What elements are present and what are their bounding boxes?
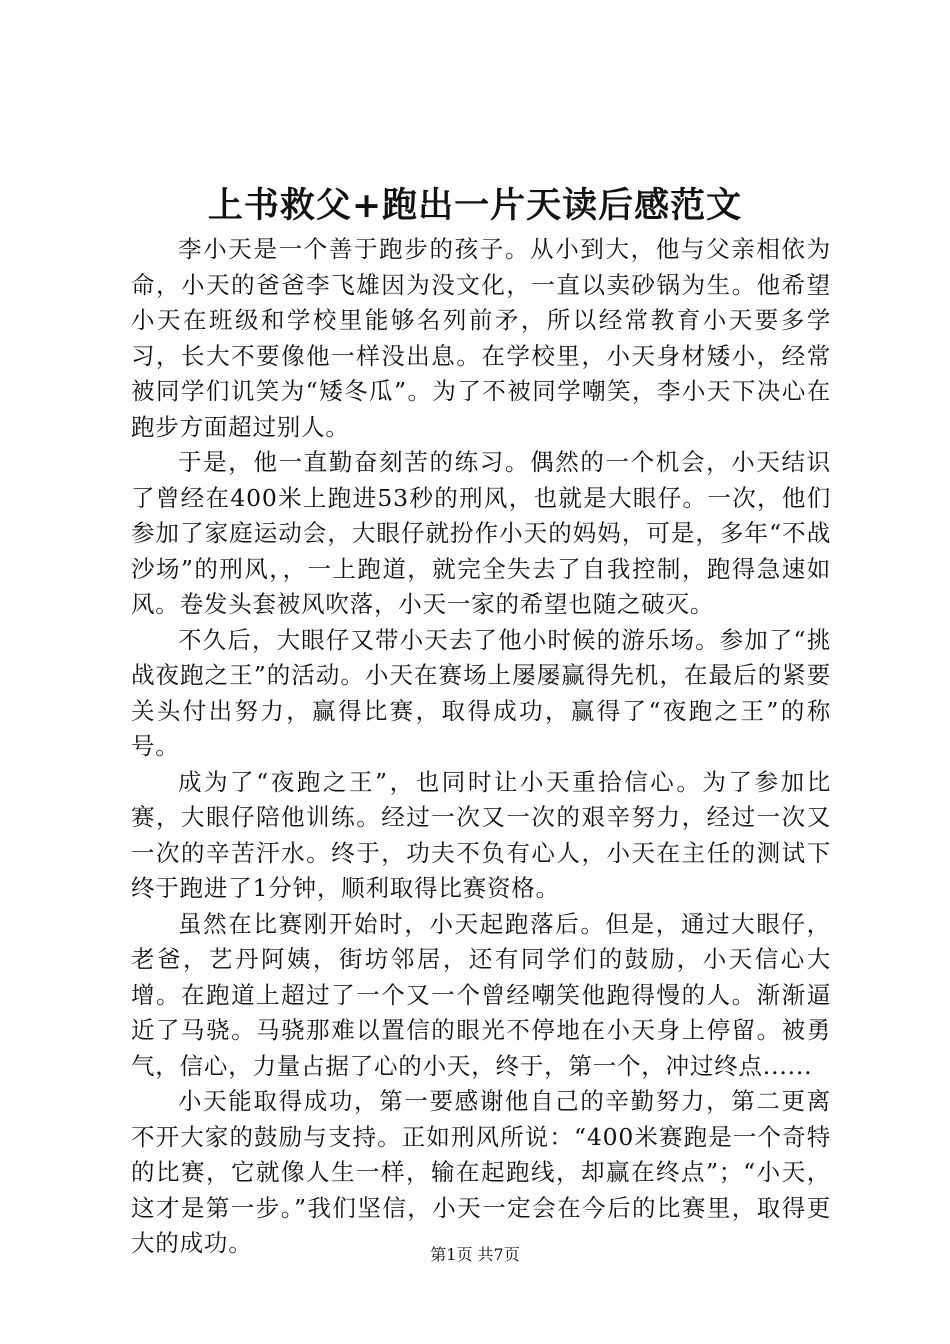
paragraph: 虽然在比赛刚开始时，小天起跑落后。但是，通过大眼仔，老爸，艺丹阿姨，街坊邻居，还有同学们的鼓励，小天信心大增。在跑道上超过了一个又一个曾经嘲笑他跑得慢的人。渐渐逼近了马骁。马骁那难以置信的眼光不停地在小天身上停留。被勇气，信心，力量占据了心的小天，终于，第一个，冲过终点...... <box>131 909 831 1080</box>
paragraph: 不久后，大眼仔又带小天去了他小时候的游乐场。参加了“挑战夜跑之王”的活动。小天在赛场上屡屡赢得先机，在最后的紧要关头付出努力，赢得比赛，取得成功，赢得了“夜跑之王”的称号。 <box>131 625 831 760</box>
page-title: 上书救父+跑出一片天读后感范文 <box>207 185 743 226</box>
article-body <box>131 232 831 1262</box>
page-number: 第1页 共7页 <box>430 1245 520 1264</box>
paragraph: 李小天是一个善于跑步的孩子。从小到大，他与父亲相依为命，小天的爸爸李飞雄因为没文化，一直以卖砂锅为生。他希望小天在班级和学校里能够名列前矛，所以经常教育小天要多学习，长大不要像他一样没出息。在学校里，小天身材矮小，经常被同学们讥笑为“矮冬瓜”。为了不被同学嘲笑，李小天下决心在跑步方面超过别人。 <box>131 235 831 441</box>
paragraph: 小天能取得成功，第一要感谢他自己的辛勤努力，第二更离不开大家的鼓励与支持。正如刑风所说：“400米赛跑是一个奇特的比赛，它就像人生一样，输在起跑线，却赢在终点”；“小天，这才是第一步。”我们坚信，小天一定会在今后的比赛里，取得更大的成功。 <box>131 1087 831 1257</box>
paragraph: 成为了“夜跑之王”，也同时让小天重拾信心。为了参加比赛，大眼仔陪他训练。经过一次又一次的艰辛努力，经过一次又一次的辛苦汗水。终于，功夫不负有心人，小天在主任的测试下终于跑进了1分钟，顺利取得比赛资格。 <box>131 767 831 902</box>
paragraph: 于是，他一直勤奋刻苦的练习。偶然的一个机会，小天结识了曾经在400米上跑进53秒的刑风，也就是大眼仔。一次，他们参加了家庭运动会，大眼仔就扮作小天的妈妈，可是，多年“不战沙场”的刑风，，一上跑道，就完全失去了自我控制，跑得急速如风。卷发头套被风吹落，小天一家的希望也随之破灭。 <box>131 448 831 618</box>
